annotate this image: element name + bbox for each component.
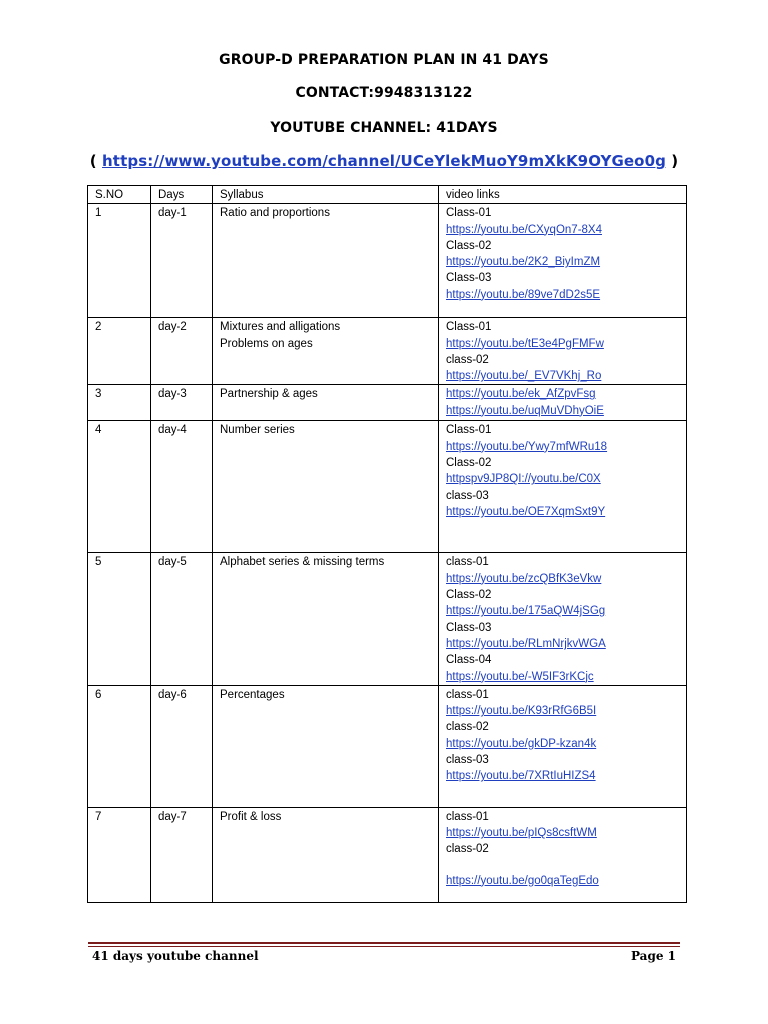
video-link[interactable]: https://youtu.be/pIQs8csftWM — [446, 827, 597, 840]
class-label: class-03 — [446, 489, 489, 502]
cell-video-links — [439, 553, 687, 685]
video-link[interactable]: https://youtu.be/zcQBfK3eVkw — [446, 572, 602, 585]
video-link[interactable]: httpspv9JP8QI://youtu.be/C0X — [446, 473, 601, 486]
document-title: GROUP-D PREPARATION PLAN IN 41 DAYS — [219, 52, 549, 68]
table-row — [88, 807, 687, 902]
cell-sno: 1 — [88, 204, 151, 318]
syllabus-topic: Percentages — [220, 688, 285, 701]
class-label: Class-03 — [446, 272, 492, 285]
class-label: class-02 — [446, 353, 489, 366]
video-link[interactable]: https://youtu.be/OE7XqmSxt9Y — [446, 505, 606, 518]
cell-sno: 6 — [88, 685, 151, 807]
cell-sno: 5 — [88, 553, 151, 685]
class-label: class-02 — [446, 721, 489, 734]
video-link[interactable]: https://youtu.be/-W5IF3rKCjc — [446, 670, 594, 683]
video-link[interactable]: https://youtu.be/_EV7VKhj_Ro — [446, 370, 602, 383]
cell-syllabus — [213, 421, 439, 553]
cell-video-links — [439, 385, 687, 421]
class-label: Class-04 — [446, 654, 492, 667]
syllabus-topic: Partnership & ages — [220, 388, 318, 401]
class-label: Class-02 — [446, 239, 492, 252]
video-link[interactable]: https://youtu.be/RLmNrjkvWGA — [446, 637, 606, 650]
class-label: Class-01 — [446, 321, 492, 334]
class-label: Class-02 — [446, 457, 492, 470]
video-link[interactable]: https://youtu.be/K93rRfG6B5I — [446, 705, 597, 718]
video-link[interactable]: https://youtu.be/2K2_BiyImZM — [446, 256, 601, 269]
class-label: Class-01 — [446, 424, 492, 437]
table-row — [88, 685, 687, 807]
footer-rule-thin — [88, 946, 680, 947]
cell-sno: 4 — [88, 421, 151, 553]
video-link[interactable]: https://youtu.be/go0qaTegEdo — [446, 874, 599, 887]
class-label: class-01 — [446, 688, 489, 701]
video-link[interactable]: https://youtu.be/tE3e4PgFMFw — [446, 337, 604, 350]
syllabus-topic: Problems on ages — [220, 337, 313, 350]
footer-channel-name: 41 days youtube channel — [92, 949, 259, 963]
class-label: class-03 — [446, 754, 489, 767]
syllabus-topic: Ratio and proportions — [220, 207, 330, 220]
video-link[interactable]: https://youtu.be/175aQW4jSGg — [446, 605, 606, 618]
channel-link-line — [0, 152, 768, 170]
cell-day: day-7 — [151, 807, 213, 902]
column-header-days: Days — [151, 186, 213, 204]
video-link[interactable]: https://youtu.be/89ve7dD2s5E — [446, 288, 601, 301]
blank-line — [446, 858, 679, 873]
cell-day: day-4 — [151, 421, 213, 553]
cell-video-links — [439, 807, 687, 902]
table-row — [88, 385, 687, 421]
class-label: class-02 — [446, 843, 489, 856]
column-header-syllabus: Syllabus — [213, 186, 439, 204]
study-plan-table — [87, 185, 687, 903]
column-header-video-links: video links — [439, 186, 687, 204]
syllabus-topic: Profit & loss — [220, 810, 282, 823]
table-body — [88, 204, 687, 903]
table-row — [88, 318, 687, 385]
cell-video-links — [439, 421, 687, 553]
video-link[interactable]: https://youtu.be/ek_AfZpvFsg — [446, 388, 596, 401]
footer-rule — [88, 942, 680, 944]
column-header-sno: S.NO — [88, 186, 151, 204]
syllabus-topic: Mixtures and alligations — [220, 321, 341, 334]
syllabus-topic: Alphabet series & missing terms — [220, 556, 385, 569]
cell-video-links — [439, 685, 687, 807]
open-paren: ( — [89, 152, 103, 170]
channel-line: YOUTUBE CHANNEL: 41DAYS — [270, 120, 498, 136]
cell-day: day-3 — [151, 385, 213, 421]
table-row — [88, 553, 687, 685]
cell-sno: 2 — [88, 318, 151, 385]
cell-sno: 3 — [88, 385, 151, 421]
cell-syllabus — [213, 685, 439, 807]
class-label: class-01 — [446, 556, 489, 569]
cell-video-links — [439, 204, 687, 318]
class-label: Class-03 — [446, 621, 492, 634]
footer-page-number: Page 1 — [630, 949, 676, 963]
video-link[interactable]: https://youtu.be/gkDP-kzan4k — [446, 737, 597, 750]
cell-day: day-1 — [151, 204, 213, 318]
cell-syllabus — [213, 807, 439, 902]
cell-day: day-2 — [151, 318, 213, 385]
contact-line: CONTACT:9948313122 — [295, 85, 473, 101]
video-link[interactable]: https://youtu.be/7XRtIuHIZS4 — [446, 770, 596, 783]
channel-url-link[interactable]: https://www.youtube.com/channel/UCeYlekMuoY9mXkK9OYGeo0g — [102, 152, 666, 170]
table-row — [88, 204, 687, 318]
cell-day: day-6 — [151, 685, 213, 807]
video-link[interactable]: https://youtu.be/Ywy7mfWRu18 — [446, 440, 608, 453]
syllabus-topic: Number series — [220, 424, 295, 437]
video-link[interactable]: https://youtu.be/CXyqOn7-8X4 — [446, 223, 602, 236]
class-label: Class-01 — [446, 207, 492, 220]
cell-day: day-5 — [151, 553, 213, 685]
cell-syllabus — [213, 553, 439, 685]
table-header-row — [88, 186, 687, 204]
cell-sno: 7 — [88, 807, 151, 902]
cell-video-links — [439, 318, 687, 385]
video-link[interactable]: https://youtu.be/uqMuVDhyOiE — [446, 404, 604, 417]
cell-syllabus — [213, 204, 439, 318]
table-row — [88, 421, 687, 553]
cell-syllabus — [213, 318, 439, 385]
close-paren: ) — [665, 152, 679, 170]
cell-syllabus — [213, 385, 439, 421]
class-label: Class-02 — [446, 589, 492, 602]
class-label: class-01 — [446, 810, 489, 823]
